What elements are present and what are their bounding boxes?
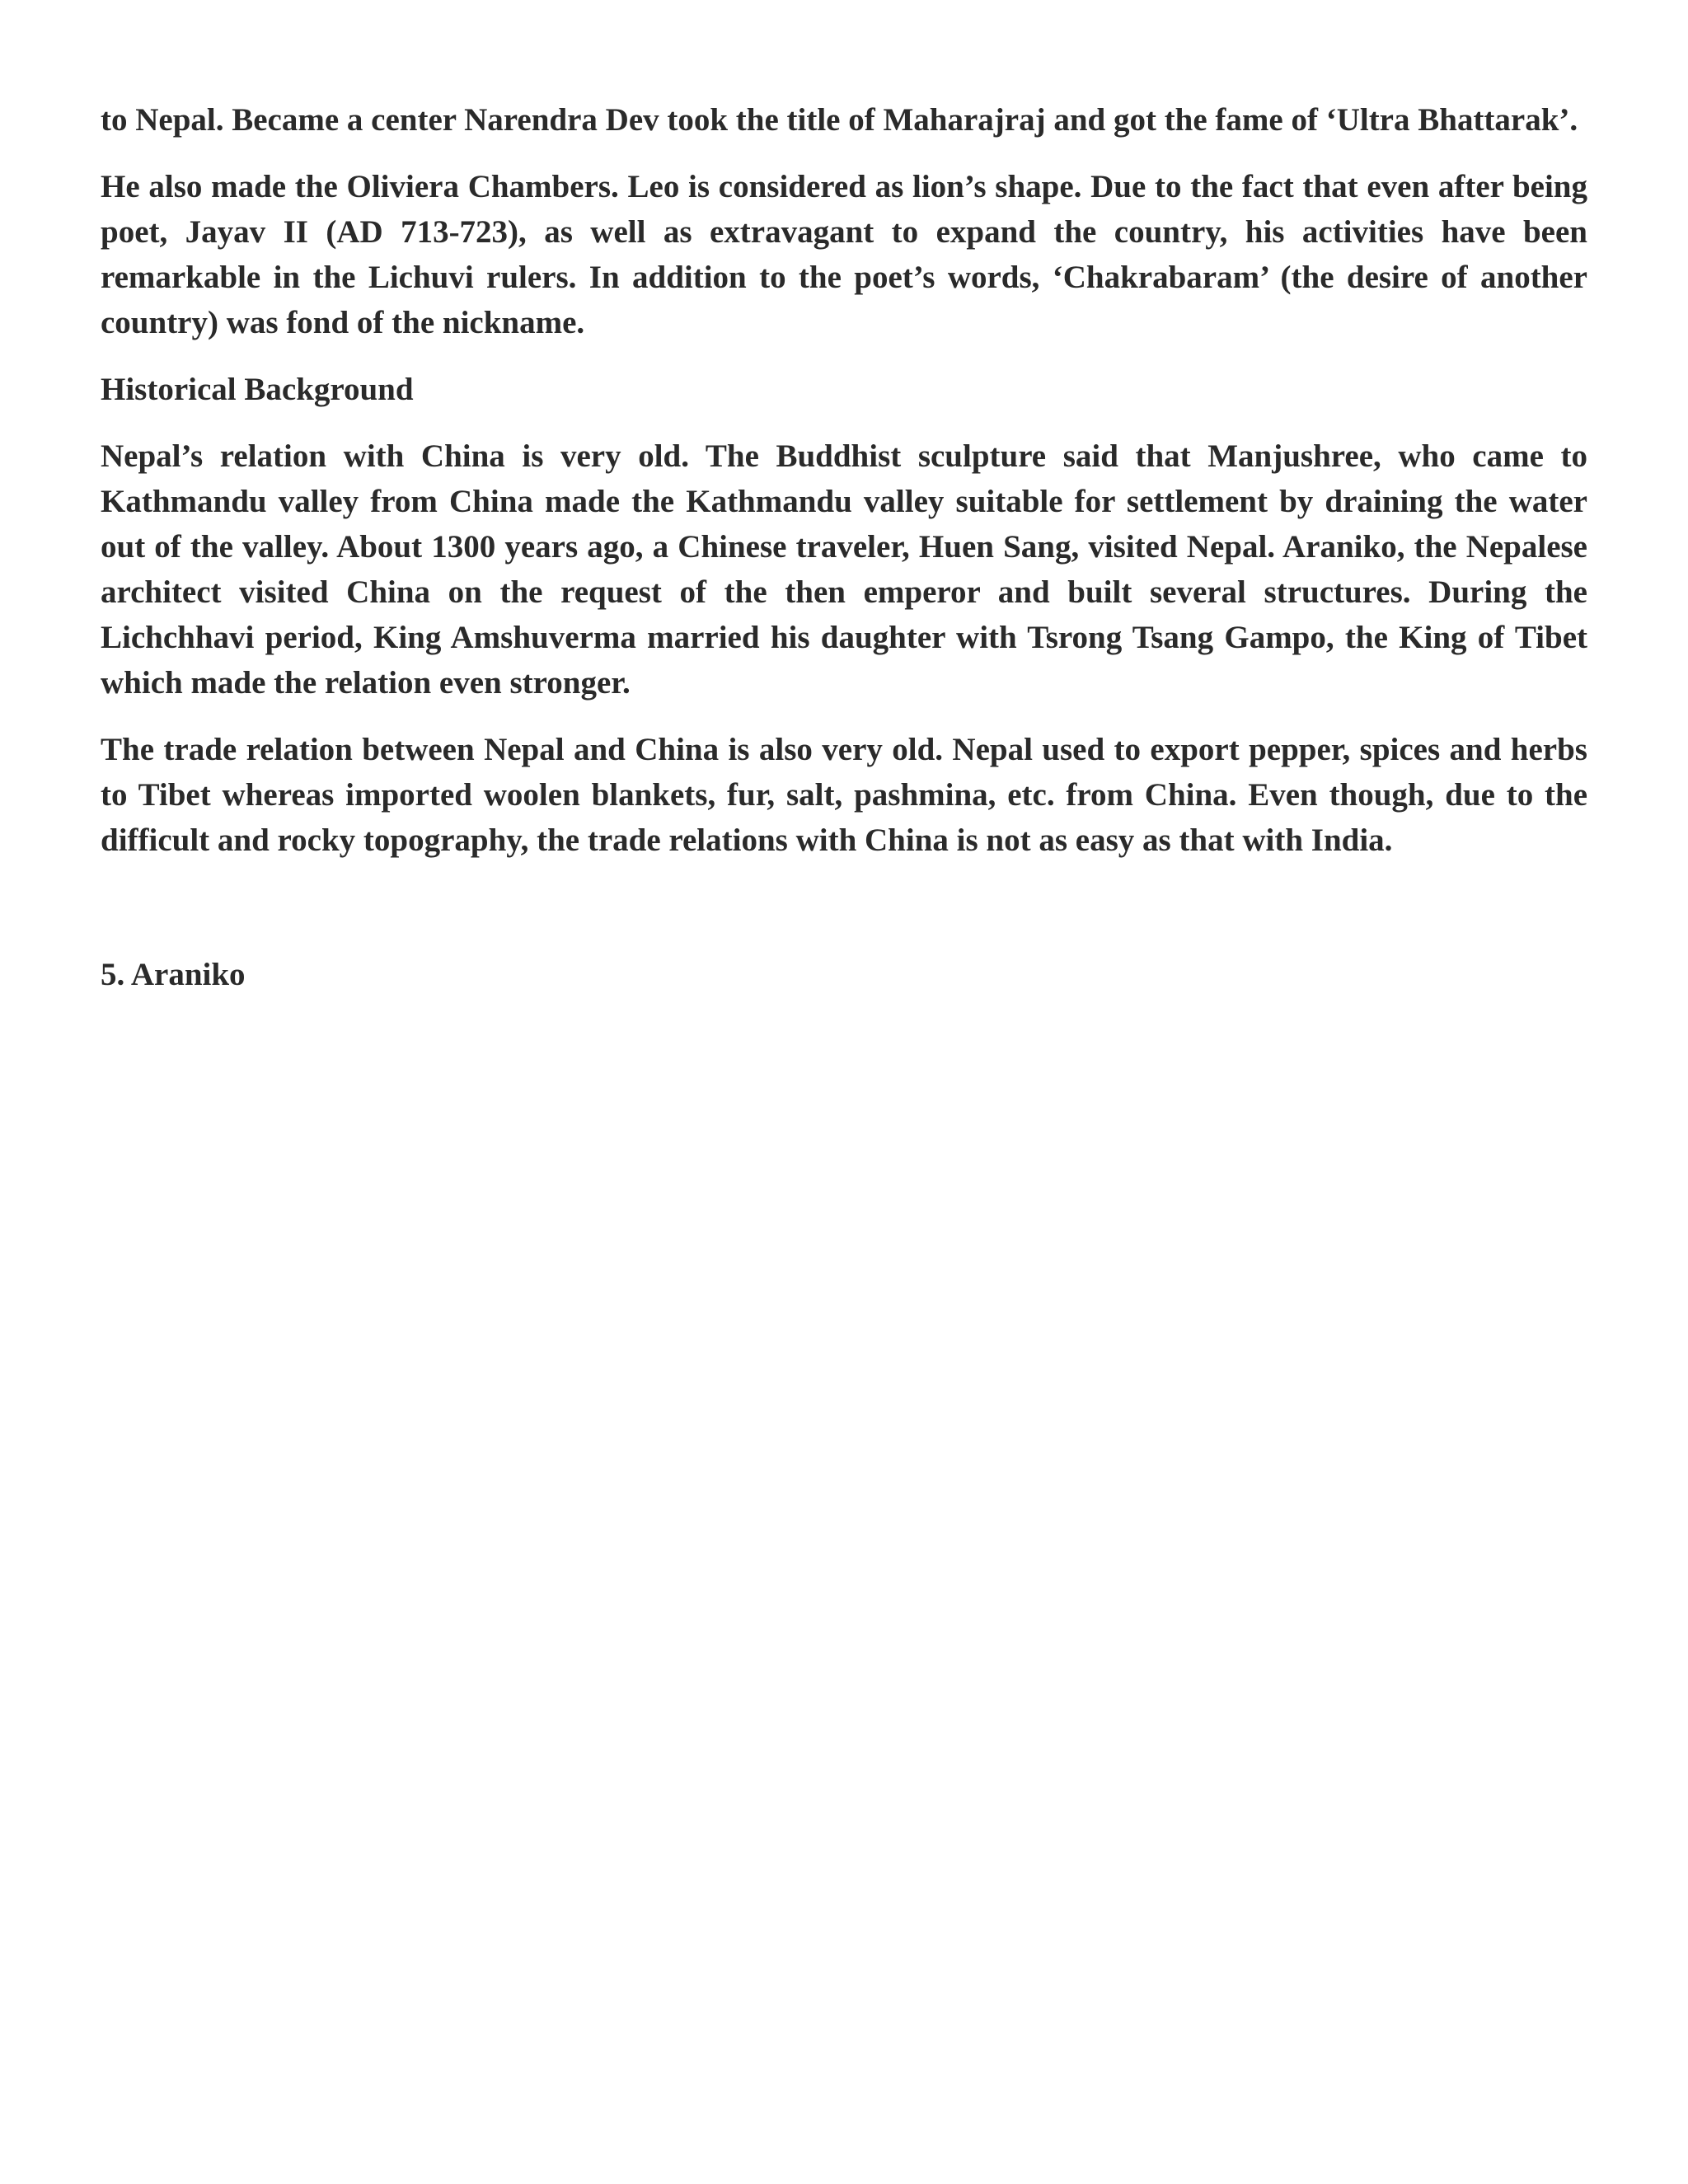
- subheading-historical-background: Historical Background: [101, 372, 414, 407]
- document-page: [101, 97, 1587, 1019]
- paragraph-trade-relation: The trade relation between Nepal and China is also very old. Nepal used to export pepper, spices and herbs to Tibet whereas imported woolen blankets, fur, salt, pashmina, etc. from China. Even though, due to the difficult and rocky topography, the trade relations with China is not as easy as that with India.: [101, 732, 1587, 858]
- paragraph-china-relation: Nepal’s relation with China is very old. The Buddhist sculpture said that Manjushree, who came to Kathmandu valley from China made the Kathmandu valley suitable for settlement by draining the water out of the valley. About 1300 years ago, a Chinese traveler, Huen Sang, visited Nepal. Araniko, the Nepalese architect visited China on the request of the then emperor and built several structures. During the Lichchhavi period, King Amshuverma married his daughter with Tsrong Tsang Gampo, the King of Tibet which made the relation even stronger.: [101, 438, 1587, 701]
- section-heading-araniko: 5. Araniko: [101, 957, 246, 992]
- paragraph-narendra-dev: to Nepal. Became a center Narendra Dev took the title of Maharajraj and got the fame of ‘Ultra Bhattarak’.: [101, 102, 1578, 138]
- paragraph-jayav: He also made the Oliviera Chambers. Leo is considered as lion’s shape. Due to the fact that even after being poet, Jayav II (AD 713-723), as well as extravagant to expand the country, his activities have been remarkable in the Lichuvi rulers. In addition to the poet’s words, ‘Chakrabaram’ (the desire of another country) was fond of the nickname.: [101, 169, 1587, 340]
